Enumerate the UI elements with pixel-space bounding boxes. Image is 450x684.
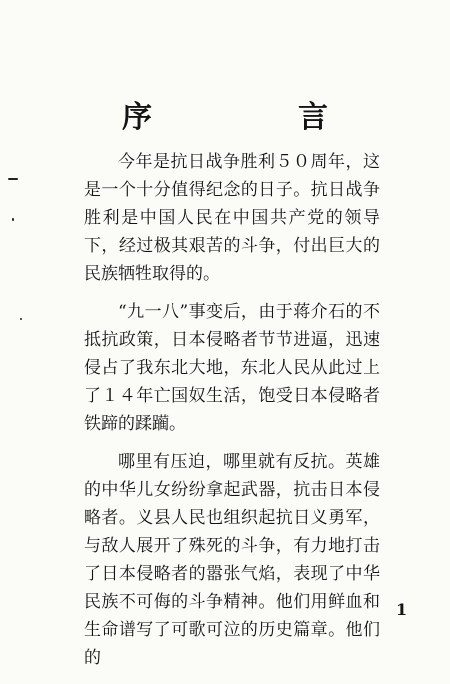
page-title: 序 言: [122, 100, 386, 135]
page-number: 1: [396, 600, 408, 619]
scan-mark: [20, 318, 22, 320]
scan-mark: [12, 218, 14, 221]
paragraph-3: 哪里有压迫，哪里就有反抗。英雄的中华儿女纷纷拿起武器，抗击日本侵略者。义县人民也组织起抗日义勇军，与敌人展开了殊死的斗争，有力地打击了日本侵略者的嚣张气焰，表现了中华民族不可侮的斗争精神。他们用鲜血和生命谱写了可歌可泣的历史篇章。他们的: [84, 452, 380, 668]
paragraph-2: “九一八”事变后，由于蒋介石的不抵抗政策，日本侵略者节节进逼，迅速侵占了我东北大地，东北人民从此过上了１４年亡国奴生活，饱受日本侵略者铁蹄的蹂躏。: [84, 302, 380, 434]
body-text: [84, 148, 380, 682]
paragraph-1: 今年是抗日战争胜利５０周年，这是一个十分值得纪念的日子。抗日战争胜利是中国人民在中国共产党的领导下，经过极其艰苦的斗争，付出巨大的民族牺牲取得的。: [84, 152, 380, 284]
scan-mark: [8, 178, 18, 180]
